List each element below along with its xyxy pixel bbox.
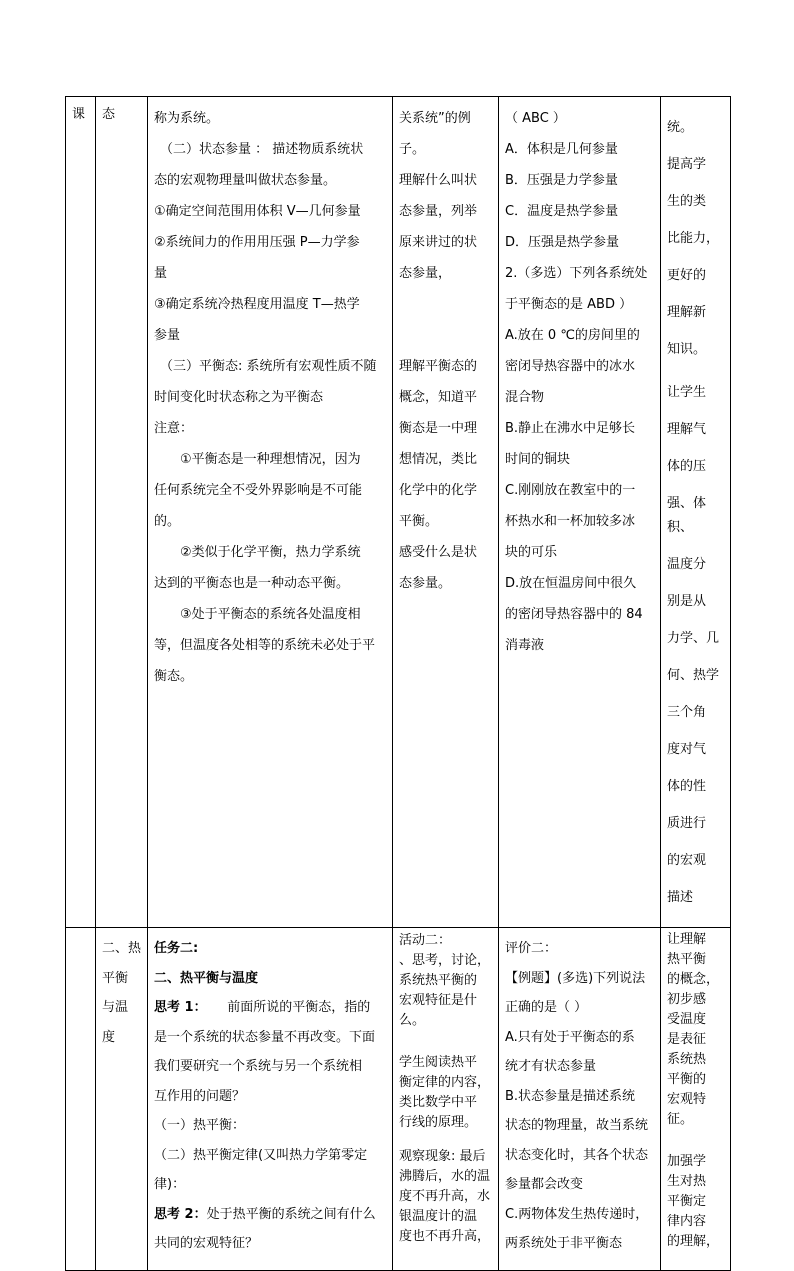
activity-line: 度不再升高，水 bbox=[399, 1189, 491, 1204]
intent-line: 热平衡 bbox=[667, 952, 707, 967]
topic-cell bbox=[96, 928, 148, 1271]
activity-line: 系统热平衡的 bbox=[399, 973, 478, 988]
topic-cell: 态 bbox=[96, 97, 148, 928]
content-line: 等，但温度各处相等的系统未必处于平 bbox=[154, 638, 376, 653]
activity-line: 宏观特征是什 bbox=[399, 993, 478, 1008]
topic-line: 度 bbox=[102, 1029, 116, 1045]
activity-line: 衡态是一中理 bbox=[399, 421, 478, 436]
intent-line: 描述 bbox=[667, 890, 694, 905]
content-line: 是一个系统的状态参量不再改变。下面 bbox=[154, 1029, 376, 1045]
intent-line: 温度分 bbox=[667, 557, 707, 572]
activity-line: 活动二： bbox=[399, 933, 452, 948]
intent-line: 受温度 bbox=[667, 1012, 707, 1027]
evaluation-line: B.状态参量是描述系统 bbox=[505, 1088, 636, 1104]
intent-line: 比能力， bbox=[667, 231, 720, 246]
activity-two bbox=[393, 928, 498, 1251]
content-line: （二）状态参量 ： 描述物质系统状 bbox=[160, 142, 364, 157]
evaluation-line: 密闭导热容器中的冰水 bbox=[505, 359, 636, 374]
content-line: 时间变化时状态称之为平衡态 bbox=[154, 390, 324, 405]
activity-line: 类比数学中平 bbox=[399, 1095, 478, 1110]
topic-line: 平衡 bbox=[102, 970, 129, 986]
table-row bbox=[66, 97, 731, 928]
evaluation-line: C.刚刚放在教室中的一 bbox=[505, 483, 636, 498]
activity-line: 么。 bbox=[399, 1013, 426, 1028]
evaluation-line: 于平衡态的是 ABD ） bbox=[505, 297, 633, 312]
evaluation-two bbox=[499, 928, 660, 1263]
content-line: 任何系统完全不受外界影响是不可能 bbox=[154, 483, 363, 498]
evaluation-line: A.放在 0 ℃的房间里的 bbox=[505, 328, 640, 343]
topic-line: 二、热 bbox=[102, 941, 142, 956]
activity-line: 概念，知道平 bbox=[399, 390, 478, 405]
content-line: ③处于平衡态的系统各处温度相 bbox=[180, 607, 361, 622]
intent-cell bbox=[661, 928, 731, 1271]
intent-line: 力学、几 bbox=[667, 631, 720, 646]
intent-line: 理解新 bbox=[667, 305, 707, 320]
activity-line: 态参量， bbox=[399, 266, 452, 281]
topic-heat-balance bbox=[96, 928, 147, 1056]
think1-label: 思考 1： bbox=[154, 1000, 207, 1015]
activity-line: 理解平衡态的 bbox=[399, 359, 478, 374]
think1-text: 前面所说的平衡态，指的 bbox=[227, 1000, 371, 1015]
activity-line: 沸腾后，水的温 bbox=[399, 1169, 491, 1184]
activity-cell bbox=[393, 928, 499, 1271]
content-line: 我们要研究一个系统与另一个系统相 bbox=[154, 1059, 363, 1074]
heat-balance-content bbox=[148, 928, 392, 1263]
intent-line: 的概念， bbox=[667, 972, 720, 987]
intent-line: 平衡的 bbox=[667, 1072, 707, 1087]
intent-line: 知识。 bbox=[667, 342, 707, 357]
content-line: 称为系统。 bbox=[154, 111, 220, 126]
section-title: 二、热平衡与温度 bbox=[154, 970, 259, 986]
activity-line: 学生阅读热平 bbox=[399, 1055, 478, 1070]
evaluation-line: 【例题】(多选)下列说法 bbox=[505, 970, 646, 986]
content-line: 量 bbox=[154, 266, 168, 281]
content-line: ②类似于化学平衡，热力学系统 bbox=[180, 545, 361, 560]
content-line: 互作用的问题？ bbox=[154, 1088, 246, 1104]
content-cell bbox=[148, 97, 393, 928]
design-intent-two bbox=[661, 928, 730, 1256]
intent-line: 理解气 bbox=[667, 422, 707, 437]
item-zeroth-law: （二）热平衡定律(又叫热力学第零定 bbox=[154, 1147, 368, 1163]
evaluation-line: 正确的是（ ） bbox=[505, 1000, 588, 1015]
evaluation-line: 统才有状态参量 bbox=[505, 1059, 597, 1074]
intent-line: 让理解 bbox=[667, 932, 707, 947]
intent-line: 度对气 bbox=[667, 742, 707, 757]
activity-line: 想情况，类比 bbox=[399, 452, 478, 467]
evaluation-line: A．体积是几何参量 bbox=[505, 142, 618, 157]
evaluation-line: 时间的铜块 bbox=[505, 452, 571, 467]
evaluation-line: A.只有处于平衡态的系 bbox=[505, 1029, 635, 1045]
intent-line: 更好的 bbox=[667, 268, 707, 283]
evaluation-line: 两系统处于非平衡态 bbox=[505, 1236, 623, 1251]
intent-line: 让学生 bbox=[667, 385, 707, 400]
evaluation-line: C.两物体发生热传递时， bbox=[505, 1206, 649, 1222]
activity-line: 行线的原理。 bbox=[399, 1115, 478, 1130]
evaluation-line: 2.（多选）下列各系统处 bbox=[505, 266, 648, 281]
intent-line: 律内容 bbox=[667, 1214, 707, 1229]
intent-line: 提高学 bbox=[667, 157, 707, 172]
intent-line: 三个角 bbox=[667, 705, 707, 720]
activity-line: 态参量。 bbox=[399, 576, 452, 591]
intent-line: 别是从 bbox=[667, 594, 707, 609]
content-line: 注意： bbox=[154, 421, 194, 436]
activity-line: 平衡。 bbox=[399, 514, 439, 529]
intent-line: 系统热 bbox=[667, 1052, 707, 1067]
content-line: 参量 bbox=[154, 328, 181, 343]
activity-line: 理解什么叫状 bbox=[399, 173, 478, 188]
evaluation-line: D．压强是热学参量 bbox=[505, 235, 620, 250]
intent-line: 加强学 bbox=[667, 1154, 707, 1169]
activity-cell bbox=[393, 97, 499, 928]
evaluation-cell bbox=[499, 928, 661, 1271]
evaluation-line: 评价二： bbox=[505, 941, 558, 956]
evaluation-line: （ ABC ） bbox=[505, 111, 566, 126]
evaluation-line: B．压强是力学参量 bbox=[505, 173, 618, 188]
item-thermal-equilibrium: （一）热平衡： bbox=[154, 1118, 246, 1133]
content-line: ①确定空间范围用体积 V—几何参量 bbox=[154, 204, 361, 219]
evaluation-line: 的密闭导热容器中的 84 bbox=[505, 607, 643, 622]
intent-line: 强、体积、 bbox=[667, 496, 707, 535]
intent-line: 生对热 bbox=[667, 1174, 707, 1189]
intent-line: 生的类 bbox=[667, 194, 707, 209]
evaluation-line: 消毒液 bbox=[505, 638, 545, 653]
content-line: ②系统间力的作用用压强 P—力学参 bbox=[154, 235, 360, 250]
intent-line: 宏观特 bbox=[667, 1092, 707, 1107]
task-title: 任务二: bbox=[154, 941, 199, 956]
intent-line: 体的压 bbox=[667, 459, 707, 474]
content-cell bbox=[148, 928, 393, 1271]
content-line: 的。 bbox=[154, 514, 181, 529]
activity-line: 观察现象: 最后 bbox=[399, 1149, 486, 1164]
topic-line: 与温 bbox=[102, 1000, 129, 1015]
intent-cell bbox=[661, 97, 731, 928]
intent-line: 统。 bbox=[667, 120, 694, 135]
category-cell bbox=[66, 928, 96, 1271]
intent-line: 的理解， bbox=[667, 1234, 720, 1249]
activity-line: 原来讲过的状 bbox=[399, 235, 478, 250]
think2-text: 处于热平衡的系统之间有什么 bbox=[206, 1206, 376, 1222]
item-zeroth-law-cont: 律)： bbox=[154, 1177, 186, 1192]
design-intent bbox=[661, 97, 730, 927]
activity-line: 度也不再升高， bbox=[399, 1229, 491, 1244]
content-line: 态的宏观物理量叫做状态参量。 bbox=[154, 173, 337, 188]
evaluation-line: 状态的物理量，故当系统 bbox=[505, 1118, 649, 1133]
content-line: （三）平衡态: 系统所有宏观性质不随 bbox=[160, 359, 377, 374]
think2-label: 思考 2： bbox=[154, 1206, 207, 1222]
evaluation-line: 混合物 bbox=[505, 390, 545, 405]
evaluation-questions bbox=[499, 97, 660, 665]
intent-line: 的宏观 bbox=[667, 853, 707, 868]
activity-notes bbox=[393, 97, 498, 603]
activity-line: 化学中的化学 bbox=[399, 483, 478, 498]
evaluation-line: C．温度是热学参量 bbox=[505, 204, 619, 219]
content-line: 达到的平衡态也是一种动态平衡。 bbox=[154, 576, 350, 591]
activity-line: 、思考，讨论， bbox=[399, 953, 491, 968]
evaluation-line: D.放在恒温房间中很久 bbox=[505, 576, 637, 591]
intent-line: 何、热学 bbox=[667, 668, 720, 683]
intent-line: 平衡定 bbox=[667, 1194, 707, 1209]
evaluation-cell bbox=[499, 97, 661, 928]
lesson-plan-table bbox=[65, 96, 731, 1271]
activity-line: 关系统”的例子。 bbox=[399, 111, 471, 157]
evaluation-line: 状态变化时，其各个状态 bbox=[505, 1147, 649, 1163]
activity-line: 态参量，列举 bbox=[399, 204, 478, 219]
intent-line: 是表征 bbox=[667, 1032, 707, 1047]
activity-line: 银温度计的温 bbox=[399, 1209, 478, 1224]
intent-line: 质进行 bbox=[667, 816, 707, 831]
activity-line: 感受什么是状 bbox=[399, 545, 478, 560]
evaluation-line: B.静止在沸水中足够长 bbox=[505, 421, 636, 436]
activity-line: 衡定律的内容， bbox=[399, 1075, 491, 1090]
intent-line: 初步感 bbox=[667, 992, 707, 1007]
evaluation-line: 杯热水和一杯加较多冰 bbox=[505, 514, 636, 529]
table-row bbox=[66, 928, 731, 1271]
category-cell: 课 bbox=[66, 97, 96, 928]
content-line: ③确定系统冷热程度用温度 T—热学 bbox=[154, 297, 360, 312]
think2-line: 共同的宏观特征？ bbox=[154, 1236, 259, 1251]
content-line: ①平衡态是一种理想情况，因为 bbox=[180, 452, 361, 467]
content-line: 衡态。 bbox=[154, 669, 194, 684]
evaluation-line: 块的可乐 bbox=[505, 545, 558, 560]
state-parameters-content bbox=[148, 97, 392, 696]
evaluation-line: 参量都会改变 bbox=[505, 1177, 584, 1192]
intent-line: 征。 bbox=[667, 1112, 694, 1127]
intent-line: 体的性 bbox=[667, 779, 707, 794]
